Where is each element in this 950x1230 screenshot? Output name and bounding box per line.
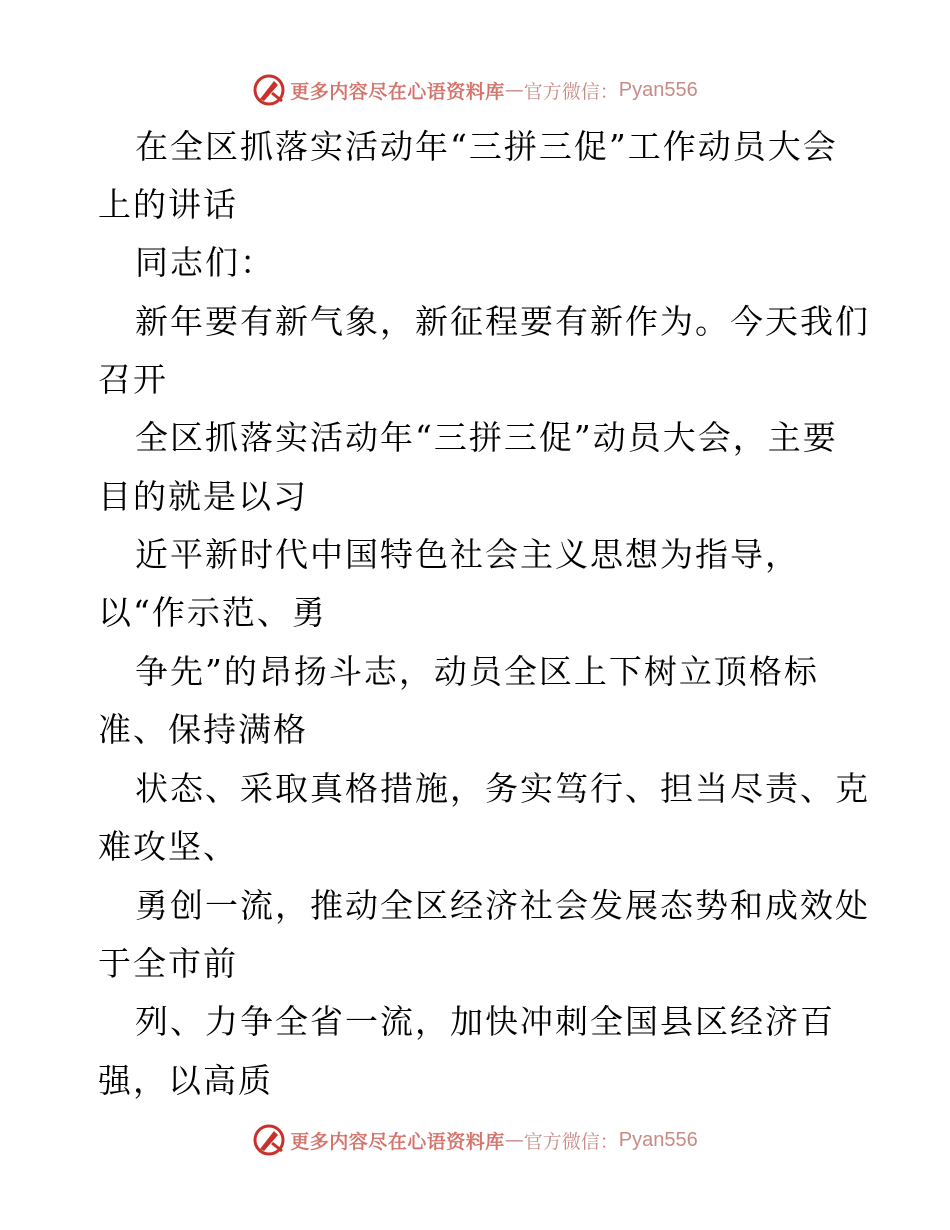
banner-main-text: 更多内容尽在心语资料库 [290,80,505,103]
text-line: 状态、采取真格措施，务实笃行、担当尽责、克 [135,769,870,808]
banner-wechat-id: Pyan556 [618,1128,698,1151]
text-line: 在全区抓落实活动年“三拼三促”工作动员大会 [135,127,838,166]
text-line: 列、力争全省一流，加快冲刺全国县区经济百 [135,1002,835,1041]
banner-wechat-label: 官方微信： [523,80,619,103]
text-line: 强，以高质 [98,1061,273,1100]
banner-dash: — [504,79,524,101]
text-line: 全区抓落实活动年“三拼三促”动员大会，主要 [135,418,838,457]
banner-wechat-id: Pyan556 [618,78,698,101]
footer-banner [0,1120,950,1160]
text-line: 召开 [98,360,168,399]
banner-main-text: 更多内容尽在心语资料库 [290,1130,505,1153]
banner-dash: — [504,1129,524,1151]
header-banner [0,70,950,110]
text-line: 勇创一流，推动全区经济社会发展态势和成效处 [135,886,870,925]
text-line: 目的就是以习 [98,477,308,516]
text-line: 同志们： [135,243,275,282]
text-line: 上的讲话 [98,185,238,224]
logo-icon [252,73,286,107]
banner-wechat-label: 官方微信： [523,1130,619,1153]
text-line: 近平新时代中国特色社会主义思想为指导， [135,535,800,574]
text-line: 新年要有新气象，新征程要有新作为。今天我们 [135,302,870,341]
text-line: 准、保持满格 [98,710,308,749]
text-line: 争先”的昂扬斗志，动员全区上下树立顶格标 [135,652,819,691]
text-line: 于全市前 [98,944,238,983]
text-line: 难攻坚、 [98,827,238,866]
text-line: 以“作示范、勇 [98,593,327,632]
logo-icon [252,1123,286,1157]
